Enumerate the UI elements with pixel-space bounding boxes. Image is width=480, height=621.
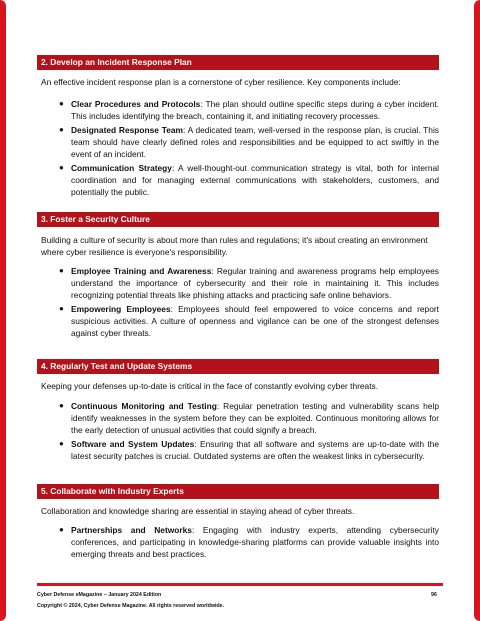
left-edge-decoration [0,0,6,621]
bullet-icon: ● [59,304,64,313]
list-item [37,162,439,198]
bullet-icon: ● [59,99,64,108]
bullet-term: Software and System Updates [71,439,195,449]
bullet-term: Partnerships and Networks [71,525,192,535]
bullet-icon: ● [59,163,64,172]
list-item [37,265,439,301]
bullet-icon: ● [59,525,64,534]
page-number: 96 [431,592,437,598]
bullet-term: Continuous Monitoring and Testing [71,401,217,411]
bullet-text: : A well-thought-out communication strategy is vital, both for internal coordination and for managing external communications with stakeholders, customers, and potentially the public. [71,163,439,197]
bullet-term: Communication Strategy [71,163,172,173]
section-intro: Collaboration and knowledge sharing are essential in staying ahead of cyber threats. [41,506,355,516]
footer-divider [37,583,443,586]
bullet-text: : Regular penetration testing and vulnerability scans help identify weaknesses in the system before they can be exploited. Continuous monitoring allows for the early detection of unusual activities that could signify a breach. [71,401,439,435]
list-item [37,400,439,436]
bullet-list [37,98,439,200]
bullet-term: Designated Response Team [71,125,183,135]
bullet-text: : Engaging with industry experts, attending cybersecurity conferences, and participating in knowledge-sharing platforms can provide valuable insights into emerging threats and best practices. [71,525,439,559]
bullet-list [37,400,439,464]
list-item [37,124,439,160]
bullet-term: Empowering Employees [71,304,171,314]
bullet-term: Clear Procedures and Protocols [71,99,201,109]
section-intro: Building a culture of security is about more than rules and regulations; it's about creating an environment where cyber resilience is everyone's responsibility. [41,235,428,257]
bullet-text: : Employees should feel empowered to voice concerns and report suspicious activities. A culture of openness and vigilance can be one of the strongest defenses against cyber threats. [71,304,439,338]
bullet-icon: ● [59,401,64,410]
bullet-text: : Regular training and awareness programs help employees understand the importance of cybersecurity and their role in maintaining it. This includes recognizing potential threats like phishing attacks and practicing safe online behaviors. [71,266,439,300]
footer-edition: Cyber Defense eMagazine – January 2024 Edition [37,592,162,598]
section-heading: 4. Regularly Test and Update Systems [37,359,439,374]
section-heading: 3. Foster a Security Culture [37,212,439,227]
section-heading: 2. Develop an Incident Response Plan [37,55,439,70]
bullet-list [37,265,439,341]
bullet-icon: ● [59,266,64,275]
bullet-list [37,524,439,562]
list-item [37,98,439,122]
section-intro: An effective incident response plan is a cornerstone of cyber resilience. Key components include: [41,77,401,87]
list-item [37,438,439,462]
bullet-icon: ● [59,125,64,134]
bullet-text: : The plan should outline specific steps during a cyber incident. This includes identifying the breach, containing it, and initiating recovery processes. [71,99,440,121]
footer-copyright: Copyright © 2024, Cyber Defense Magazine. All rights reserved worldwide. [37,603,225,609]
bullet-term: Employee Training and Awareness [71,266,212,276]
bullet-text: : Ensuring that all software and systems are up-to-date with the latest security patches is crucial. Outdated systems are often the weakest links in cybersecurity. [71,439,440,461]
bullet-text: : A dedicated team, well-versed in the response plan, is crucial. This team should have clearly defined roles and responsibilities and be equipped to act swiftly in the event of an incident. [71,125,439,159]
section-heading: 5. Collaborate with Industry Experts [37,484,439,499]
list-item [37,524,439,560]
section-intro: Keeping your defenses up-to-date is critical in the face of constantly evolving cyber threats. [41,381,379,391]
list-item [37,303,439,339]
right-edge-decoration [474,0,480,621]
bullet-icon: ● [59,439,64,448]
